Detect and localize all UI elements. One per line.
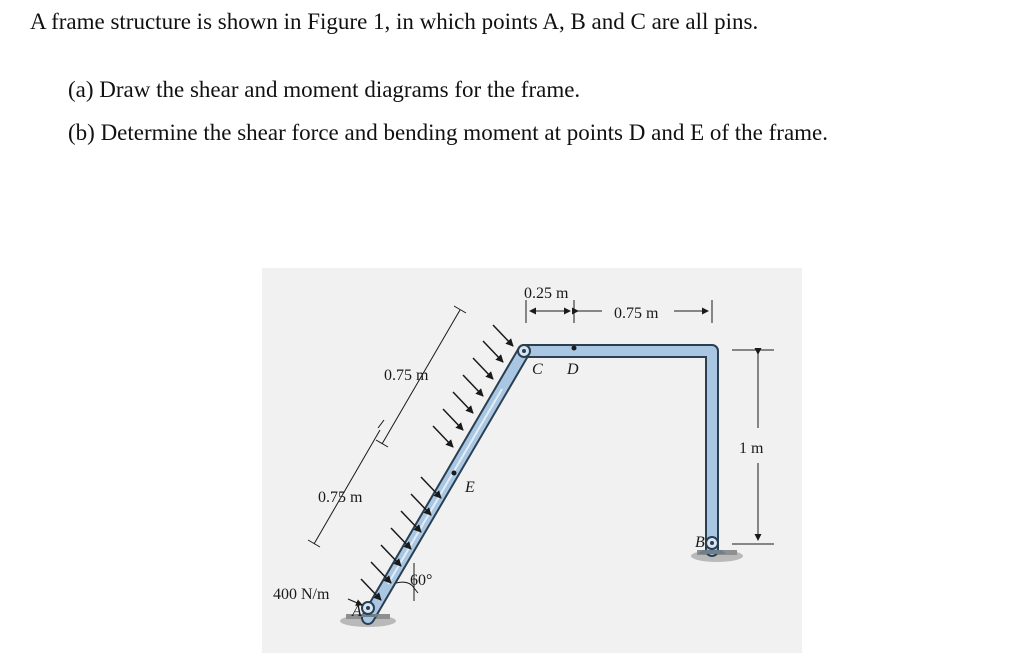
point-a-label: A <box>352 603 362 620</box>
task-b: (b) Determine the shear force and bending moment at points D and E of the frame. <box>68 120 829 145</box>
figure-background <box>262 268 802 653</box>
frame-diagram <box>262 268 802 653</box>
dim-right-leg-label: 1 m <box>739 440 764 457</box>
dim-lower-incline-label: 0.75 m <box>318 489 363 506</box>
angle-label: 60° <box>410 572 433 589</box>
task-a: (a) Draw the shear and moment diagrams for the frame. <box>68 77 581 102</box>
dim-top-right-label: 0.75 m <box>614 305 659 322</box>
problem-statement: A frame structure is shown in Figure 1, in which points A, B and C are all pins. <box>30 9 759 34</box>
pin-c-icon <box>518 345 530 357</box>
frame-figure <box>262 268 802 653</box>
point-e-marker <box>452 471 457 476</box>
point-d-marker <box>572 346 577 351</box>
point-c-label: C <box>532 361 543 378</box>
point-b-label: B <box>695 534 705 551</box>
dim-cd-label: 0.25 m <box>524 285 569 302</box>
load-label: 400 N/m <box>273 586 330 603</box>
dim-upper-incline-label: 0.75 m <box>384 367 429 384</box>
point-e-label: E <box>465 479 475 496</box>
point-d-label: D <box>567 361 579 378</box>
